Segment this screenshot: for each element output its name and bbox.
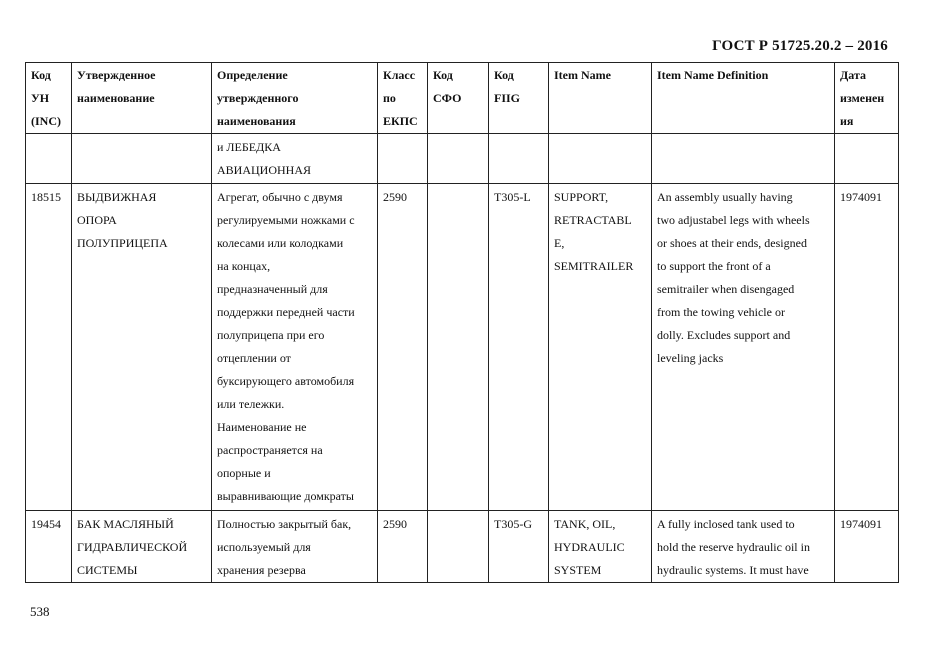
cell-text: SYSTEM	[554, 563, 602, 577]
cell-text: A fully inclosed tank used to	[657, 517, 795, 531]
cell-text: колесами или колодками	[217, 236, 344, 250]
cell-text: dolly. Excludes support and	[657, 328, 791, 342]
cell-text: поддержки передней части	[217, 305, 355, 319]
document-header: ГОСТ Р 51725.20.2 – 2016	[712, 38, 888, 54]
table-cell	[835, 184, 899, 511]
cell-text: hold the reserve hydraulic oil in	[657, 540, 810, 554]
cell-text: хранения резерва	[217, 563, 306, 577]
table-cell	[489, 511, 549, 583]
cell-text: E,	[554, 236, 565, 250]
header-text: изменен	[840, 91, 885, 105]
catalog-table	[25, 62, 899, 583]
cell-text: регулируемыми ножками с	[217, 213, 355, 227]
cell-text: leveling jacks	[657, 351, 724, 365]
header-text: FIIG	[494, 91, 521, 105]
header-text: СФО	[433, 91, 462, 105]
table-header-row	[26, 63, 899, 134]
cell-text: буксирующего автомобиля	[217, 374, 355, 388]
table-cell	[72, 134, 212, 184]
cell-text: Наименование не	[217, 420, 307, 434]
header-text: Код	[31, 68, 51, 82]
table-cell	[378, 134, 428, 184]
column-header	[212, 63, 378, 134]
cell-text: СИСТЕМЫ	[77, 563, 138, 577]
cell-text: TANK, OIL,	[554, 517, 616, 531]
table-cell	[26, 184, 72, 511]
cell-text: ОПОРА	[77, 213, 117, 227]
cell-text: semitrailer when disengaged	[657, 282, 795, 296]
table-body	[26, 134, 899, 583]
cell-text: two adjustabel legs with wheels	[657, 213, 810, 227]
table-row	[26, 511, 899, 583]
cell-text: ВЫДВИЖНАЯ	[77, 190, 157, 204]
cell-text: Агрегат, обычно с двумя	[217, 190, 343, 204]
table-cell	[835, 134, 899, 184]
header-text: Дата	[840, 68, 866, 82]
cell-text: An assembly usually having	[657, 190, 793, 204]
cell-text: SUPPORT,	[554, 190, 609, 204]
header-text: Item Name Definition	[657, 68, 769, 82]
cell-text: T305-L	[494, 190, 531, 204]
header-text: наименования	[217, 114, 296, 128]
cell-text: предназначенный для	[217, 282, 328, 296]
column-header	[835, 63, 899, 134]
cell-text: опорные и	[217, 466, 271, 480]
table-cell	[72, 511, 212, 583]
table-cell	[549, 511, 652, 583]
column-header	[378, 63, 428, 134]
cell-text: Полностью закрытый бак,	[217, 517, 352, 531]
cell-text: SEMITRAILER	[554, 259, 634, 273]
table-cell	[26, 134, 72, 184]
cell-text: отцеплении от	[217, 351, 291, 365]
cell-text: ПОЛУПРИЦЕПА	[77, 236, 168, 250]
table-cell	[652, 134, 835, 184]
cell-text: 2590	[383, 190, 407, 204]
column-header	[72, 63, 212, 134]
column-header	[549, 63, 652, 134]
table-cell	[489, 184, 549, 511]
cell-text: БАК МАСЛЯНЫЙ	[77, 517, 174, 531]
cell-text: используемый для	[217, 540, 311, 554]
table-cell	[652, 184, 835, 511]
table-cell	[652, 511, 835, 583]
table-cell	[378, 511, 428, 583]
header-text: наименование	[77, 91, 155, 105]
cell-text: or shoes at their ends, designed	[657, 236, 807, 250]
header-text: Код	[494, 68, 514, 82]
table-cell	[835, 511, 899, 583]
table-cell	[212, 511, 378, 583]
column-header	[428, 63, 489, 134]
header-text: (INC)	[31, 114, 61, 128]
cell-text: распространяется на	[217, 443, 323, 457]
table-cell	[212, 134, 378, 184]
cell-text: HYDRAULIC	[554, 540, 625, 554]
cell-text: АВИАЦИОННАЯ	[217, 163, 312, 177]
header-text: ия	[840, 114, 854, 128]
cell-text: выравнивающие домкраты	[217, 489, 354, 503]
cell-text: from the towing vehicle or	[657, 305, 785, 319]
table-cell	[549, 184, 652, 511]
table-cell	[428, 511, 489, 583]
cell-text: 1974091	[840, 517, 882, 531]
header-text: ЕКПС	[383, 114, 418, 128]
header-text: УН	[31, 91, 50, 105]
cell-text: 19454	[31, 517, 61, 531]
table-cell	[549, 134, 652, 184]
header-text: по	[383, 91, 396, 105]
header-text: Утвержденное	[77, 68, 156, 82]
header-text: утвержденного	[217, 91, 299, 105]
header-text: Класс	[383, 68, 416, 82]
cell-text: 18515	[31, 190, 61, 204]
column-header	[489, 63, 549, 134]
cell-text: T305-G	[494, 517, 532, 531]
header-text: Определение	[217, 68, 288, 82]
page-number: 538	[30, 604, 50, 619]
column-header	[26, 63, 72, 134]
header-text: Код	[433, 68, 453, 82]
table-row	[26, 184, 899, 511]
cell-text: или тележки.	[217, 397, 285, 411]
cell-text: hydraulic systems. It must have	[657, 563, 809, 577]
table-cell	[26, 511, 72, 583]
table-cell	[212, 184, 378, 511]
table-cell	[378, 184, 428, 511]
column-header	[652, 63, 835, 134]
table-cell	[428, 184, 489, 511]
table-cell	[428, 134, 489, 184]
table-row	[26, 134, 899, 184]
cell-text: и ЛЕБЕДКА	[217, 140, 281, 154]
table-cell	[72, 184, 212, 511]
cell-text: RETRACTABL	[554, 213, 632, 227]
cell-text: 1974091	[840, 190, 882, 204]
cell-text: на концах,	[217, 259, 271, 273]
header-text: Item Name	[554, 68, 611, 82]
cell-text: 2590	[383, 517, 407, 531]
cell-text: полуприцепа при его	[217, 328, 325, 342]
cell-text: ГИДРАВЛИЧЕСКОЙ	[77, 540, 188, 554]
table-cell	[489, 134, 549, 184]
cell-text: to support the front of a	[657, 259, 771, 273]
